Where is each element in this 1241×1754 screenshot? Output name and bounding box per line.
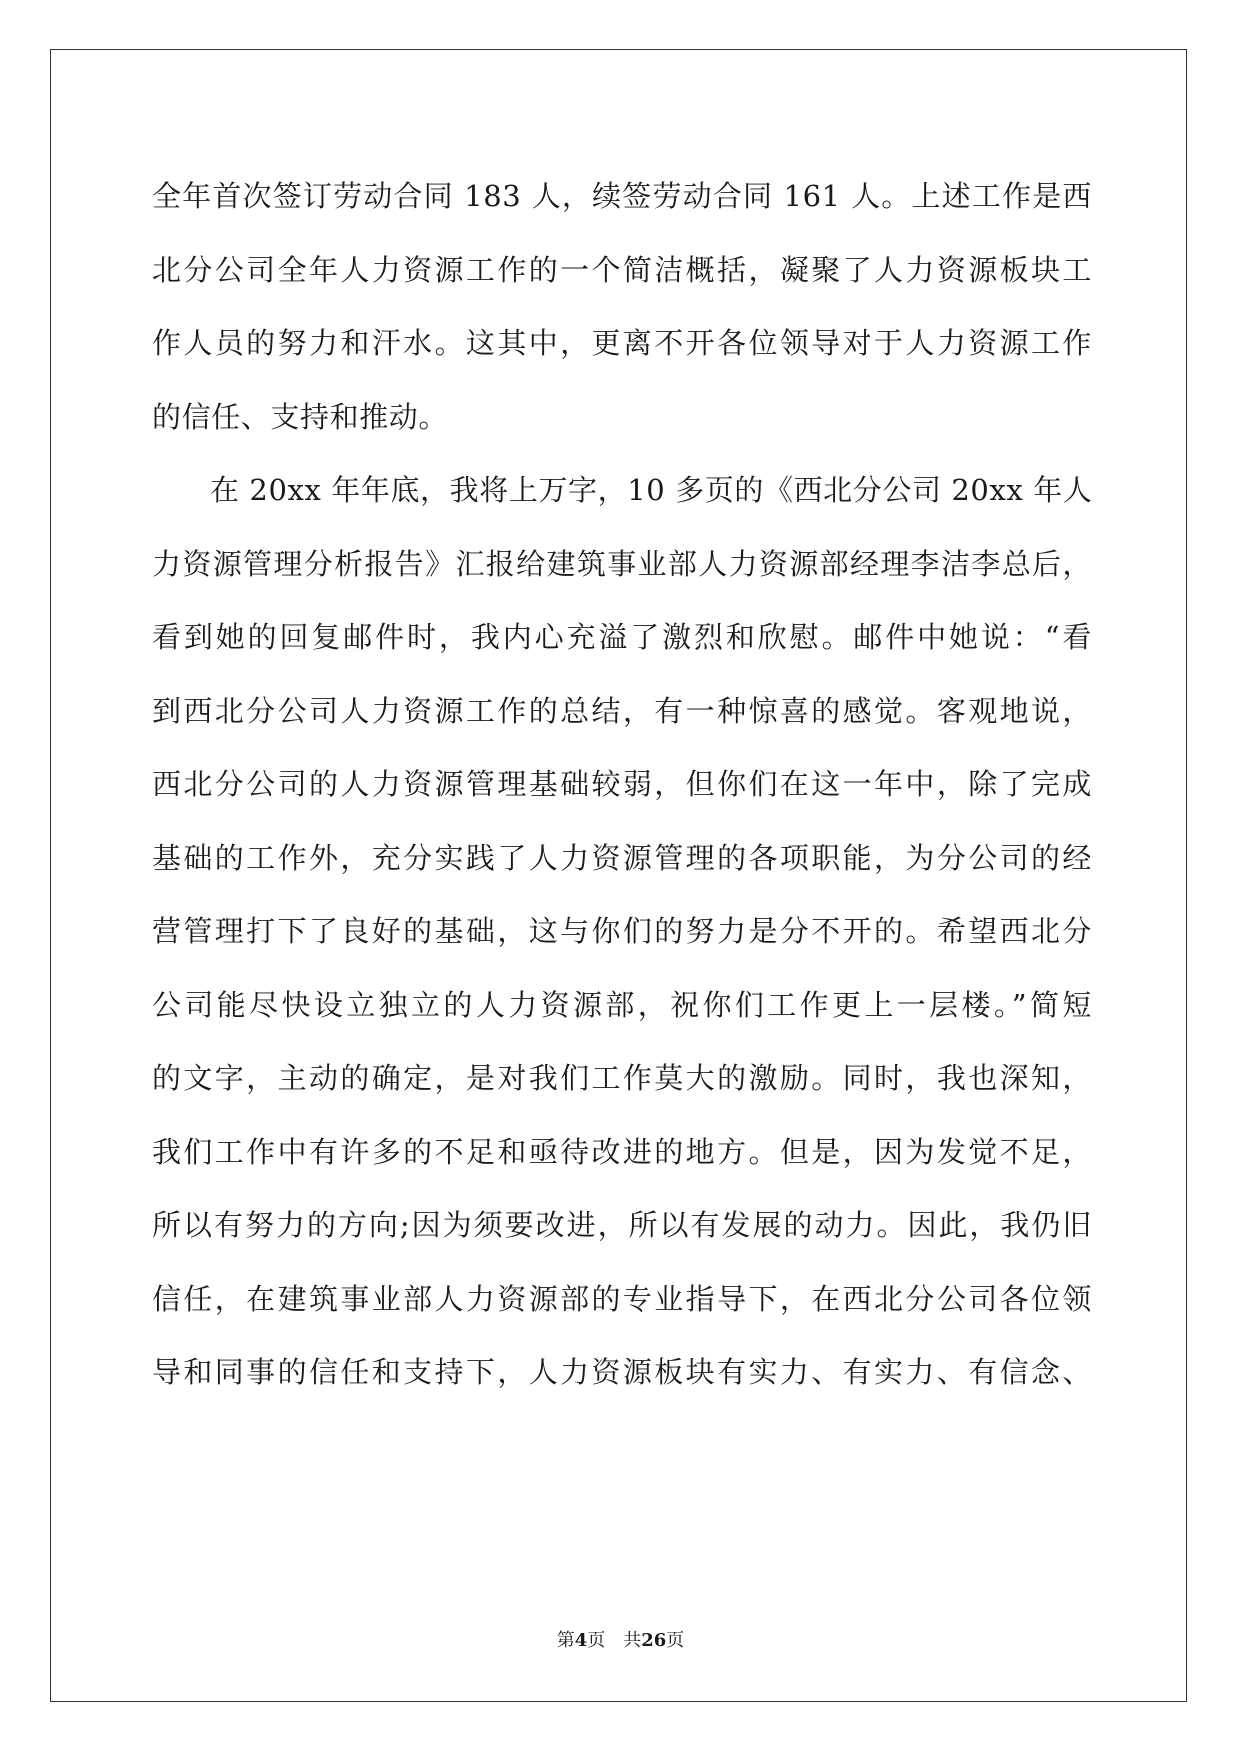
- text-line: 在 20xx 年年底，我将上万字，10 多页的《西北分公司 20xx 年人: [210, 473, 1093, 507]
- text-line: 看到她的回复邮件时，我内心充溢了激烈和欣慰。邮件中她说：“看: [152, 620, 1092, 654]
- text-line: 营管理打下了良好的基础，这与你们的努力是分不开的。希望西北分: [152, 914, 1092, 948]
- page-footer: [0, 1626, 1241, 1652]
- text-line: 的文字，主动的确定，是对我们工作莫大的激励。同时，我也深知，: [152, 1061, 1092, 1095]
- text-line: 基础的工作外，充分实践了人力资源管理的各项职能，为分公司的经: [152, 840, 1092, 875]
- footer-middle: 页 共: [587, 1630, 642, 1651]
- text-line: 到西北分公司人力资源工作的总结，有一种惊喜的感觉。客观地说，: [152, 693, 1092, 728]
- footer-total-pages: 26: [641, 1630, 667, 1651]
- text-line: 的信任、支持和推动。: [152, 399, 449, 434]
- footer-prefix: 第: [556, 1630, 575, 1651]
- text-line: 导和同事的信任和支持下，人力资源板块有实力、有实力、有信念、: [152, 1355, 1092, 1389]
- text-line: 我们工作中有许多的不足和亟待改进的地方。但是，因为发觉不足，: [152, 1134, 1092, 1169]
- text-line: 公司能尽快设立独立的人力资源部，祝你们工作更上一层楼。”简短: [152, 987, 1092, 1022]
- footer-page-number: 4: [574, 1630, 588, 1651]
- text-line: 信任，在建筑事业部人力资源部的专业指导下，在西北分公司各位领: [152, 1281, 1092, 1316]
- text-line: 作人员的努力和汗水。这其中，更离不开各位领导对于人力资源工作: [152, 326, 1092, 360]
- text-line: 全年首次签订劳动合同 183 人，续签劳动合同 161 人。上述工作是西: [152, 179, 1092, 213]
- text-line: 力资源管理分析报告》汇报给建筑事业部人力资源部经理李洁李总后，: [152, 546, 1092, 581]
- text-line: 北分公司全年人力资源工作的一个简洁概括，凝聚了人力资源板块工: [152, 252, 1092, 287]
- body-text: [152, 160, 1092, 1410]
- footer-suffix: 页: [666, 1630, 685, 1651]
- text-line: 所以有努力的方向;因为须要改进，所以有发展的动力。因此，我仍旧: [152, 1208, 1092, 1242]
- text-line: 西北分公司的人力资源管理基础较弱，但你们在这一年中，除了完成: [152, 767, 1092, 801]
